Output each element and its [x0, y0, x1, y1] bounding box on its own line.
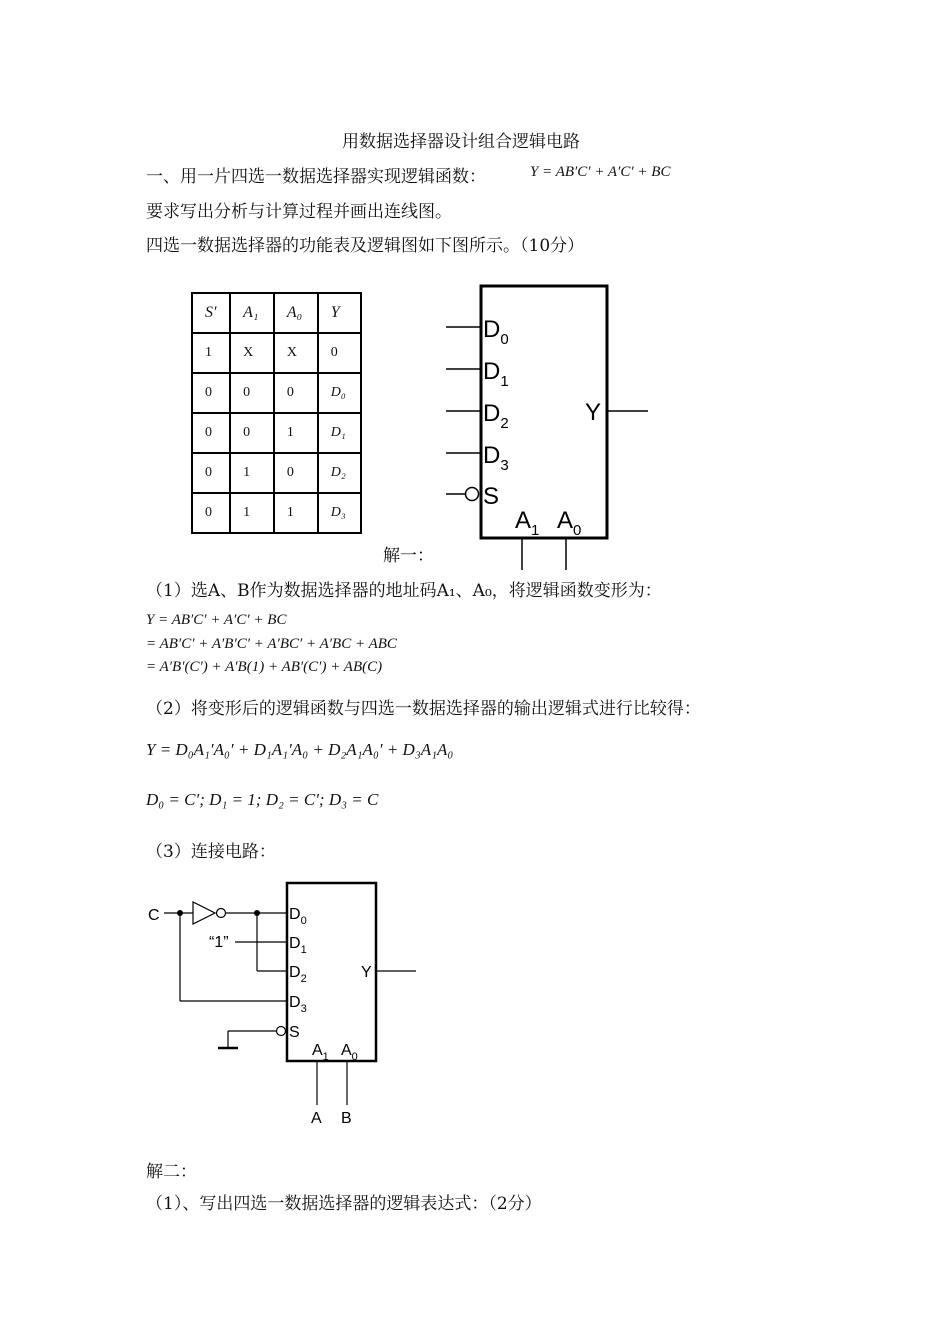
table-cell: 0	[230, 373, 274, 413]
solution-1-step-2: （2）将变形后的逻辑函数与四选一数据选择器的输出逻辑式进行比较得：	[146, 699, 701, 719]
table-row	[192, 333, 361, 373]
table-cell: 0	[192, 493, 230, 533]
pin-label-d0: $D_0$	[289, 906, 307, 927]
equation-3: = A′B′(C′) + A′B(1) + AB′(C′) + AB(C)	[146, 659, 383, 675]
equation-4: Y = D₀A₁′A₀′ + D₁A₁′A₀ + D₂A₁A₀′ + D₃A₁A₀	[146, 740, 454, 759]
table-cell: 0	[274, 453, 318, 493]
pin-label-a1: $A_1$	[515, 507, 540, 539]
pin-label-d2: $D_2$	[483, 400, 509, 432]
problem-formula: Y = AB′C′ + A′C′ + BC	[530, 164, 671, 180]
pin-label-d3: $D_3$	[483, 442, 509, 474]
solution-2-step-1: （1）、写出四选一数据选择器的逻辑表达式：（2分）	[146, 1194, 542, 1214]
problem-line-3: 四选一数据选择器的功能表及逻辑图如下图所示。（10分）	[146, 236, 585, 256]
s-inversion-bubble	[277, 1027, 286, 1036]
table-cell: 1	[230, 493, 274, 533]
solution-2-heading: 解二：	[146, 1162, 197, 1182]
table-cell: 0	[192, 373, 230, 413]
table-cell: D₂	[318, 453, 361, 493]
const-one-label: “1”	[209, 934, 229, 951]
table-cell: X	[274, 333, 318, 373]
mux-diagram	[440, 280, 660, 575]
function-table	[191, 292, 362, 534]
table-header-cell: A₀	[274, 293, 318, 333]
solution-1-heading: 解一：	[383, 546, 434, 566]
equation-2: = AB′C′ + A′B′C′ + A′BC′ + A′BC + ABC	[146, 636, 397, 652]
pin-label-d1: $D_1$	[483, 358, 509, 390]
pin-label-y: Y	[361, 964, 372, 981]
pin-label-d1: $D_1$	[289, 935, 307, 956]
problem-line-2: 要求写出分析与计算过程并画出连线图。	[146, 202, 452, 222]
table-cell: D₃	[318, 493, 361, 533]
pin-label-s: S	[483, 483, 500, 510]
inverter-icon	[193, 902, 215, 924]
table-row	[192, 413, 361, 453]
table-cell: D₁	[318, 413, 361, 453]
input-c-label: C	[148, 907, 160, 924]
pin-label-d0: $D_0$	[483, 316, 509, 348]
table-header-cell: A₁	[230, 293, 274, 333]
s-inversion-bubble	[466, 488, 479, 501]
table-row	[192, 373, 361, 413]
table-cell: D₀	[318, 373, 361, 413]
address-input-a: A	[311, 1110, 322, 1127]
table-header-row	[192, 293, 361, 333]
pin-label-a0: $A_0$	[341, 1042, 358, 1063]
table-cell: 1	[192, 333, 230, 373]
table-cell: 0	[230, 413, 274, 453]
equation-5: D₀ = C′; D₁ = 1; D₂ = C′; D₃ = C	[146, 790, 379, 809]
table-cell: 0	[274, 373, 318, 413]
address-input-b: B	[341, 1110, 352, 1127]
circuit-diagram	[140, 875, 430, 1135]
table-cell: 0	[318, 333, 361, 373]
page-title: 用数据选择器设计组合逻辑电路	[342, 132, 580, 152]
table-row	[192, 493, 361, 533]
table-header-cell: S′	[192, 293, 230, 333]
pin-label-d2: $D_2$	[289, 964, 307, 985]
pin-label-a1: $A_1$	[312, 1042, 329, 1063]
solution-1-step-1: （1）选A、B作为数据选择器的地址码A₁、A₀，将逻辑函数变形为：	[146, 581, 662, 601]
pin-label-a0: $A_0$	[557, 507, 582, 539]
inverter-bubble	[217, 909, 226, 918]
table-cell: 1	[274, 413, 318, 453]
solution-1-step-3: （3）连接电路：	[146, 842, 276, 862]
pin-label-y: Y	[585, 399, 602, 426]
table-cell: X	[230, 333, 274, 373]
table-cell: 0	[192, 453, 230, 493]
table-header-cell: Y	[318, 293, 361, 333]
table-cell: 0	[192, 413, 230, 453]
pin-label-d3: $D_3$	[289, 994, 307, 1015]
table-cell: 1	[230, 453, 274, 493]
table-row	[192, 453, 361, 493]
problem-line-1: 一、用一片四选一数据选择器实现逻辑函数：	[146, 167, 486, 187]
equation-1: Y = AB′C′ + A′C′ + BC	[146, 612, 287, 628]
pin-label-s: S	[289, 1024, 300, 1041]
table-cell: 1	[274, 493, 318, 533]
